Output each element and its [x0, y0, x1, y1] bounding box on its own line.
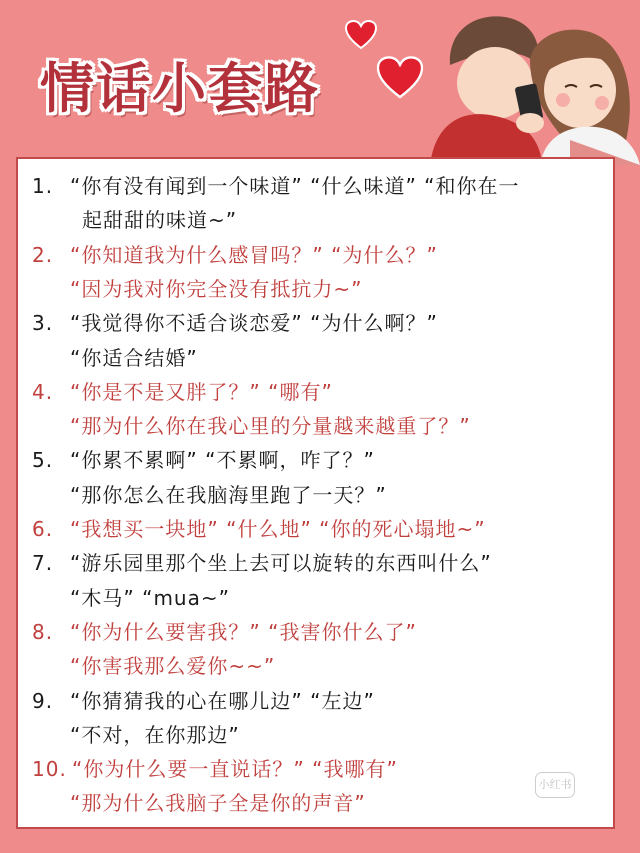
item-text: “你有没有闻到一个味道” “什么味道” “和你在一: [70, 174, 520, 198]
item-text: “你为什么要害我？” “我害你什么了”: [70, 619, 417, 644]
list-item-continuation: “那为什么我脑子全是你的声音”: [70, 791, 366, 816]
item-number: 5.: [32, 448, 54, 473]
watermark-logo: 小红书: [535, 772, 575, 798]
item-number: 8.: [32, 619, 54, 644]
list-item-line: [32, 618, 417, 646]
list-item-line: [32, 446, 375, 474]
item-text: “我觉得你不适合谈恋爱” “为什么啊？”: [70, 311, 438, 336]
couple-illustration: [430, 5, 640, 165]
list-item-line: [32, 172, 520, 200]
item-number: 1.: [32, 174, 54, 198]
item-text: “你是不是又胖了？” “哪有”: [70, 379, 333, 404]
list-item-continuation: “你适合结婚”: [70, 345, 198, 370]
item-number: 7.: [32, 551, 54, 576]
list-item-continuation: “木马” “mua~”: [70, 585, 230, 610]
heart-icon-small: [345, 20, 377, 50]
item-text: “你知道我为什么感冒吗？” “为什么？”: [70, 242, 438, 267]
item-text: “你猜猜我的心在哪儿边” “左边”: [70, 688, 375, 713]
item-text: “你累不累啊” “不累啊，咋了？”: [70, 448, 375, 473]
list-item-continuation: “那你怎么在我脑海里跑了一天？”: [70, 482, 387, 507]
item-number: 2.: [32, 242, 54, 267]
item-number: 4.: [32, 379, 54, 404]
list-item-continuation: “不对，在你那边”: [70, 722, 240, 747]
list-item-line: [32, 378, 333, 406]
list-item-continuation: “你害我那么爱你~~”: [70, 654, 276, 679]
list-item-line: [32, 549, 492, 577]
page-title: 情话小套路: [40, 57, 320, 120]
list-item-continuation: “因为我对你完全没有抵抗力~”: [70, 276, 363, 301]
item-text: “你为什么要一直说话？” “我哪有”: [72, 757, 398, 782]
list-item-continuation: “那为什么你在我心里的分量越来越重了？”: [70, 414, 471, 439]
list-item-line: [32, 515, 486, 543]
list-item-line: [32, 755, 398, 783]
item-number: 9.: [32, 688, 54, 713]
heart-icon-large: [376, 56, 424, 100]
item-text: “我想买一块地” “什么地” “你的死心塌地~”: [70, 517, 486, 541]
list-item-line: [32, 309, 438, 337]
list-item-line: [32, 687, 375, 715]
list-item-line: [32, 241, 438, 269]
item-number: 10.: [32, 757, 67, 782]
item-number: 3.: [32, 311, 54, 336]
item-number: 6.: [32, 517, 54, 541]
item-text: “游乐园里那个坐上去可以旋转的东西叫什么”: [70, 551, 492, 576]
list-item-continuation: 起甜甜的味道~”: [82, 208, 238, 233]
watermark-text: 小红书号: 203469033: [415, 808, 592, 828]
